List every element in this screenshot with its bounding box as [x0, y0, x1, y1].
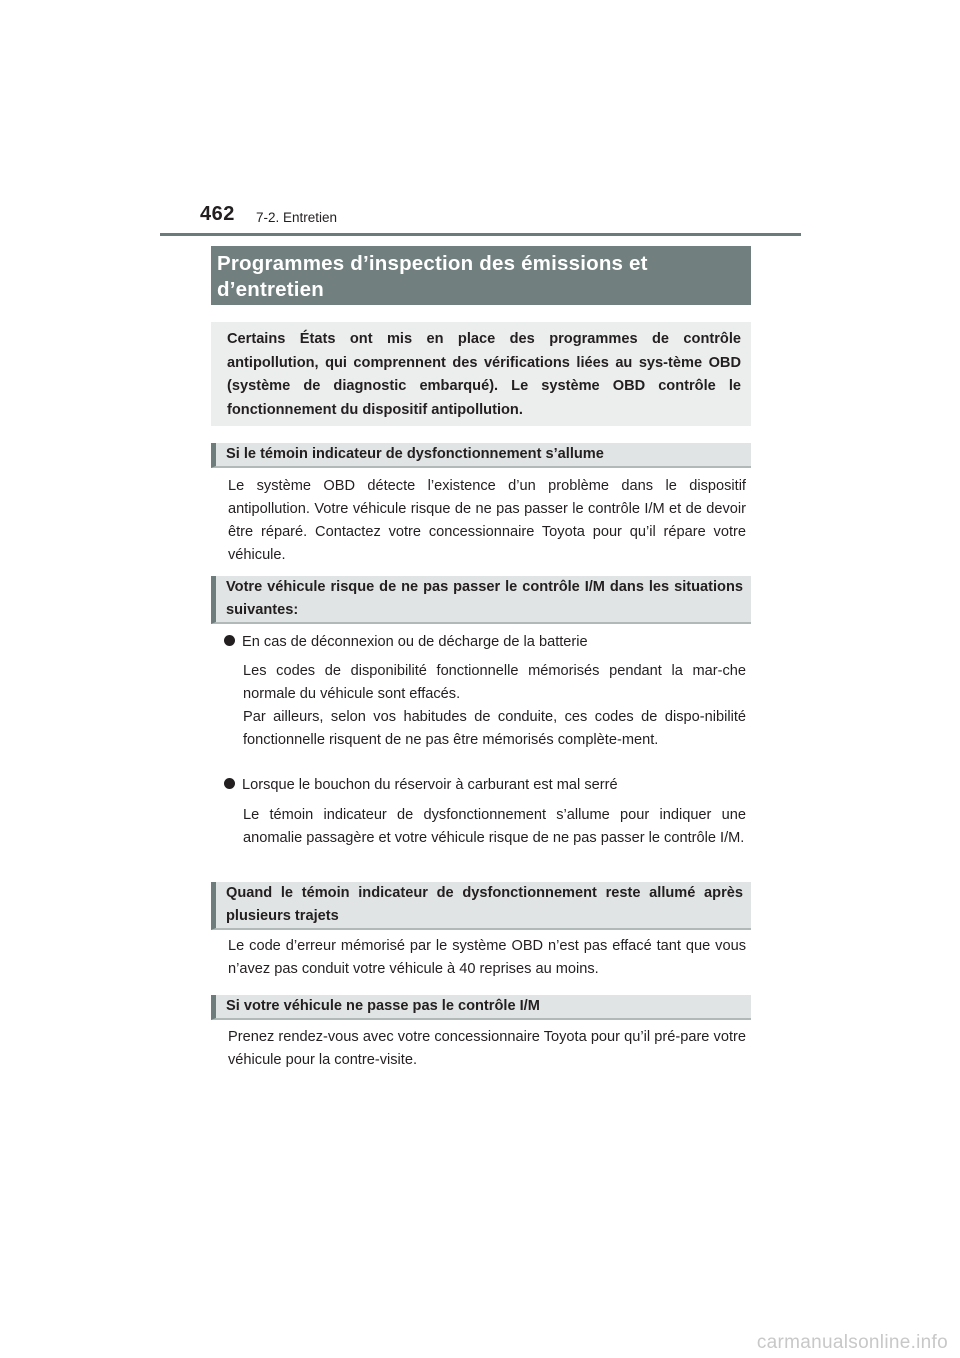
intro-box: Certains États ont mis en place des programmes de contrôle antipollution, qui comprennent des vérifications liées au sys-tème OBD (système de diagnostic embarqué). Le système OBD contrôle le fonctionnement du dispositif antipollution. — [211, 322, 751, 426]
paragraph-fails-im: Prenez rendez-vous avec votre concessionnaire Toyota pour qu’il pré-pare votre véhicule pour la contre-visite. — [228, 1029, 746, 1068]
subheading-mil-on: Si le témoin indicateur de dysfonctionnement s’allume — [211, 443, 751, 468]
bullet-battery-text: En cas de déconnexion ou de décharge de la batterie — [242, 634, 588, 650]
subheading-mil-stays-on: Quand le témoin indicateur de dysfonctionnement reste allumé après plusieurs trajets — [211, 882, 751, 930]
paragraph-mil-on: Le système OBD détecte l’existence d’un problème dans le dispositif antipollution. Votre véhicule risque de ne pas passer le contrôle I/M et de devoir être réparé. Contactez votre concessionnaire Toyota pour qu’il répare votre véhicule. — [228, 478, 746, 563]
bullet-battery — [224, 631, 746, 654]
paragraph-codes-erased: Les codes de disponibilité fonctionnelle mémorisés pendant la mar-che normale du véhicule sont effacés. — [243, 663, 746, 702]
bullet-icon — [224, 635, 235, 646]
watermark: carmanualsonline.info — [756, 1332, 948, 1353]
page-number: 462 — [200, 203, 235, 225]
paragraph-mil-stays-on: Le code d’erreur mémorisé par le système OBD n’est pas effacé tant que vous n’avez pas conduit votre véhicule à 40 reprises au moins. — [228, 938, 746, 977]
paragraph-codes-not-memorized: Par ailleurs, selon vos habitudes de conduite, ces codes de dispo-nibilité fonctionnelle risquent de ne pas être mémorisés complète-ment. — [243, 709, 746, 748]
page-title: Programmes d’inspection des émissions et d’entretien — [211, 246, 751, 305]
bullet-icon — [224, 778, 235, 789]
subheading-fails-im: Si votre véhicule ne passe pas le contrôle I/M — [211, 995, 751, 1020]
header-divider — [160, 233, 801, 236]
subheading-may-fail: Votre véhicule risque de ne pas passer le contrôle I/M dans les situations suivantes: — [211, 576, 751, 624]
bullet-fuel-cap — [224, 774, 746, 797]
bullet-fuel-cap-text: Lorsque le bouchon du réservoir à carburant est mal serré — [242, 777, 618, 793]
paragraph-fuel-cap: Le témoin indicateur de dysfonctionnement s’allume pour indiquer une anomalie passagère et votre véhicule risque de ne pas passer le contrôle I/M. — [243, 807, 746, 846]
section-label: 7-2. Entretien — [256, 210, 338, 225]
